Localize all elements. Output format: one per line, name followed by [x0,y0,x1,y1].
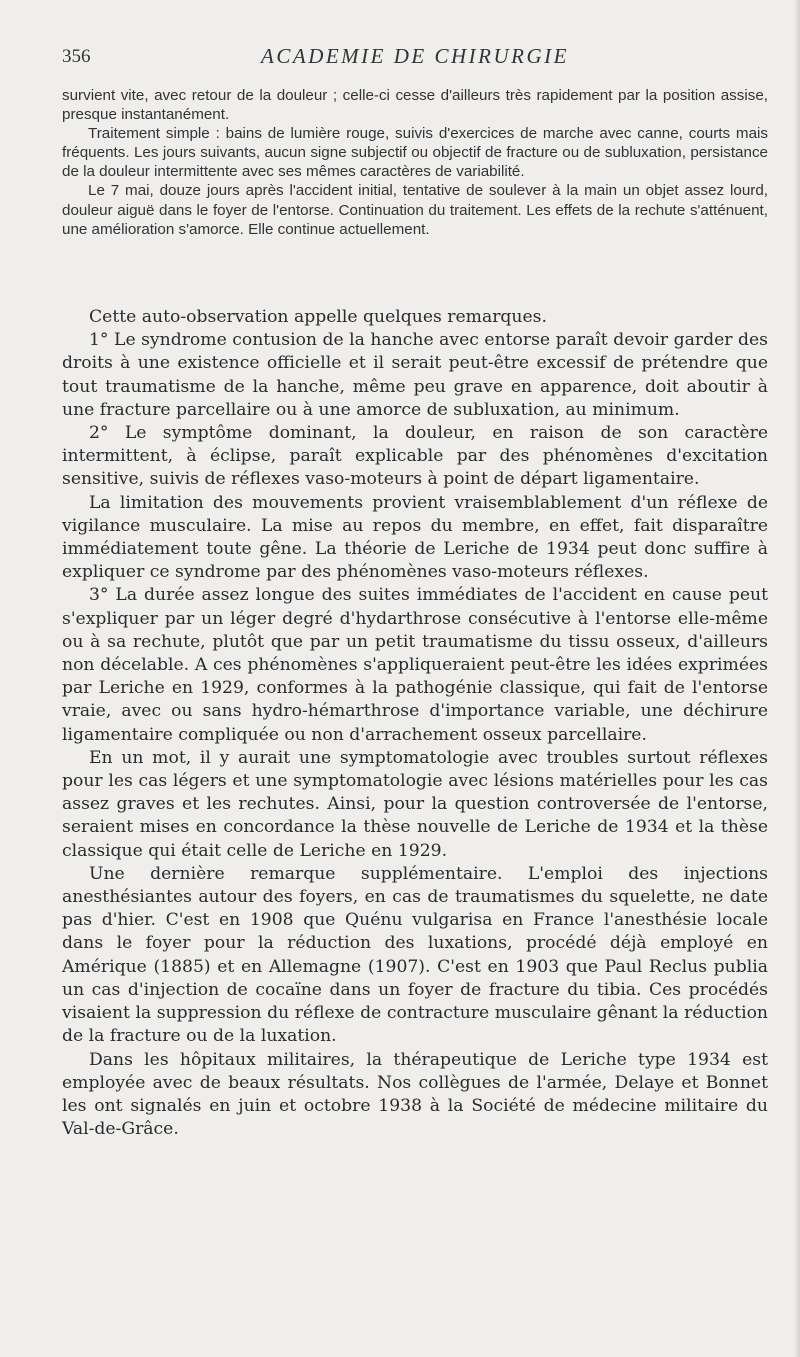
remark-1: 1° Le syndrome contusion de la hanche avec entorse paraît devoir garder des droits à une existence officielle et il serait peut-être excessif de prétendre que tout traumatisme de la hanche, même peu grave en apparence, doit aboutir à une fracture parcellaire ou à une amorce de subluxation, au minimum. [62,330,768,420]
final-remark: Une dernière remarque supplémentaire. L'emploi des injections anesthésiantes autour des foyers, en cas de traumatismes du squelette, ne date pas d'hier. C'est en 1908 que Quénu vulgarisa en France l'anesthésie locale dans le foyer pour la réduction des luxations, procédé déjà employé en Amérique (1885) et en Allemagne (1907). C'est en 1903 que Paul Reclus publia un cas d'injection de cocaïne dans un foyer de fracture du tibia. Ces procédés visaient la suppression du réflexe de contracture musculaire gênant la réduction de la fracture ou de la luxation. [62,863,768,1047]
military-hospitals-paragraph: Dans les hôpitaux militaires, la thérapeutique de Leriche type 1934 est employée avec de beaux résultats. Nos collègues de l'armée, Delaye et Bonnet les ont signalés en juin et octobre 1938 à la Société de médecine militaire du Val-de-Grâce. [62,1049,768,1140]
remark-2: 2° Le symptôme dominant, la douleur, en raison de son caractère intermittent, à éclipse, paraît explicable par des phénomènes d'excitation sensitive, suivis de réflexes vaso-moteurs à point de départ ligamentaire. [62,423,768,490]
page-edge-shadow [794,0,800,1357]
remarks-intro: Cette auto-observation appelle quelques remarques. [89,307,547,327]
observation-paragraph: Traitement simple : bains de lumière rouge, suivis d'exercices de marche avec canne, courts mais fréquents. Les jours suivants, aucun signe subjectif ou objectif de fracture ou de subluxation, persistance de la douleur intermittente avec ses mêmes caractères de variabilité. [62,125,768,181]
remark-3: 3° La durée assez longue des suites immédiates de l'accident en cause peut s'expliquer par un léger degré d'hydarthrose consécutive à l'entorse elle-même ou à sa rechute, plutôt que par un petit traumatisme du tissu osseux, d'ailleurs non décelable. A ces phénomènes s'appliqueraient peut-être les idées exprimées par Leriche en 1929, conformes à la pathogénie classique, qui fait de l'entorse vraie, avec ou sans hydro-hémarthrose d'importance variable, une déchirure ligamentaire compliquée ou non d'arrachement osseux parcellaire. [62,585,768,745]
observation-block [62,86,768,239]
page-header [62,44,768,72]
main-text [62,306,768,1141]
observation-paragraph: survient vite, avec retour de la douleur ; celle-ci cesse d'ailleurs très rapidement par la position assise, presque instantanément. [62,87,768,124]
observation-paragraph: Le 7 mai, douze jours après l'accident initial, tentative de soulever à la main un objet assez lourd, douleur aiguë dans le foyer de l'entorse. Continuation du traitement. Les effets de la rechute s'atténuent, une amélioration s'amorce. Elle continue actuellement. [62,182,768,238]
summary-paragraph: En un mot, il y aurait une symptomatologie avec troubles surtout réflexes pour les cas légers et une symptomatologie avec lésions matérielles pour les cas assez graves et les rechutes. Ainsi, pour la question controversée de l'entorse, seraient mises en concordance la thèse nouvelle de Leriche de 1934 et la thèse classique qui était celle de Leriche en 1929. [62,747,768,861]
page-number: 356 [62,46,91,67]
running-head: ACADEMIE DE CHIRURGIE [261,44,569,68]
remark-2-continued: La limitation des mouvements provient vraisemblablement d'un réflexe de vigilance musculaire. La mise au repos du membre, en effet, fait disparaître immédiatement toute gêne. La théorie de Leriche de 1934 peut donc suffire à expliquer ce syndrome par des phénomènes vaso-moteurs réflexes. [62,492,768,583]
